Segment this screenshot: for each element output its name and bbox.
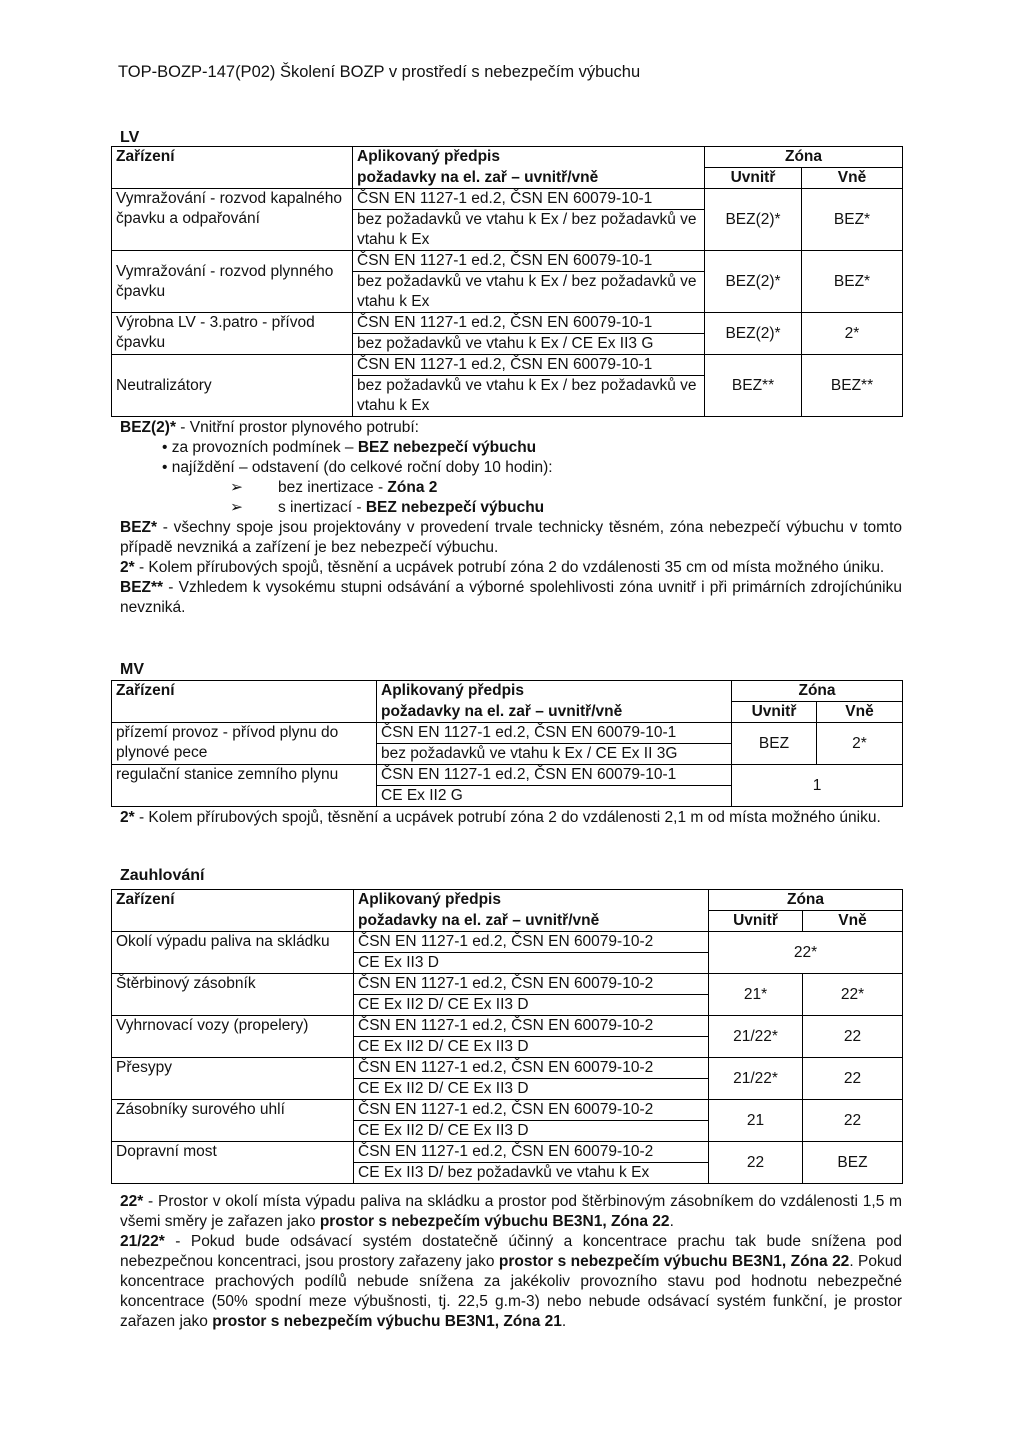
col-header-zarizeni: Zařízení [112,890,354,932]
col-header-pozadavky: požadavky na el. zař – uvnitř/vně [377,702,732,723]
note-bold: prostor s nebezpečím výbuchu BE3N1, Zóna 22 [319,1213,670,1230]
predpis-text: ČSN EN 1127-1 ed.2, ČSN EN 60079-10-1 [353,313,704,334]
predpis-text: ČSN EN 1127-1 ed.2, ČSN EN 60079-10-2 [354,1016,708,1037]
cell-uvnitr: BEZ [732,723,817,765]
cell-vne: BEZ* [802,189,903,251]
note-21-22 [120,1232,902,1332]
arrow-text: bez inertizace - [278,479,388,496]
pozadavky-text: CE Ex II2 D/ CE Ex II3 D [358,996,529,1013]
note-bold: prostor s nebezpečím výbuchu BE3N1, Zóna 22 [498,1253,850,1270]
cell-predpis [354,1016,709,1058]
cell-vne: BEZ [803,1142,903,1184]
lv-table [111,146,903,417]
table-row [112,189,903,251]
note-bold: prostor s nebezpečím výbuchu BE3N1, Zóna 21 [212,1313,562,1330]
cell-vne: 22 [803,1016,903,1058]
zauhlovani-notes [120,1192,902,1332]
cell-zona: 1 [732,765,903,807]
pozadavky-text: CE Ex II3 D/ bez požadavků ve vtahu k Ex [358,1164,650,1181]
bullet-text: za provozních podmínek – [171,439,358,456]
note-label: 2* [120,809,135,826]
cell-zarizeni: Výrobna LV - 3.patro - přívod čpavku [112,313,353,355]
mv-notes [120,808,902,828]
cell-zarizeni: Vyhrnovací vozy (propelery) [112,1016,354,1058]
predpis-text: ČSN EN 1127-1 ed.2, ČSN EN 60079-10-2 [354,1142,708,1163]
cell-vne: BEZ* [802,251,903,313]
predpis-text: ČSN EN 1127-1 ed.2, ČSN EN 60079-10-2 [354,932,708,953]
cell-predpis [354,932,709,974]
cell-zarizeni: regulační stanice zemního plynu [112,765,377,807]
page-header: TOP-BOZP-147(P02) Školení BOZP v prostředí s nebezpečím výbuchu [118,63,641,81]
arrow-bold: BEZ nebezpečí výbuchu [365,499,545,516]
cell-zarizeni: Štěrbinový zásobník [112,974,354,1016]
cell-zarizeni: přízemí provoz - přívod plynu do plynové pece [112,723,377,765]
col-header-vne: Vně [817,702,903,723]
note-text: . [669,1213,674,1230]
predpis-text: ČSN EN 1127-1 ed.2, ČSN EN 60079-10-1 [353,189,704,210]
arrow-icon: ➢ [230,499,243,516]
note-label: 2* [120,559,135,576]
cell-zona: 22* [709,932,903,974]
cell-predpis [353,189,705,251]
pozadavky-text: bez požadavků ve vtahu k Ex / CE Ex II3 G [357,335,654,352]
cell-predpis [353,313,705,355]
table-row [112,723,903,765]
cell-uvnitr: BEZ** [705,355,802,417]
bullet-item: • najíždění – odstavení (do celkové roční doby 10 hodin): [162,459,553,476]
table-row [112,974,903,1016]
cell-vne: 2* [817,723,903,765]
note-label: 21/22* [120,1233,165,1250]
cell-zarizeni: Vymražování - rozvod plynného čpavku [112,251,353,313]
col-header-zarizeni: Zařízení [112,147,353,189]
cell-uvnitr: BEZ(2)* [705,189,802,251]
col-header-pozadavky: požadavky na el. zař – uvnitř/vně [353,168,705,189]
cell-predpis [354,1142,709,1184]
cell-predpis [354,1100,709,1142]
note-bez2 [120,418,902,438]
table-row [112,932,903,974]
cell-uvnitr: 21/22* [709,1058,803,1100]
cell-predpis [377,765,732,807]
note-label: 22* [120,1193,144,1210]
section-title-mv: MV [120,661,144,678]
zauhlovani-table [111,889,903,1184]
col-header-vne: Vně [802,168,903,189]
section-title-zauhlovani: Zauhlování [120,867,205,884]
predpis-text: ČSN EN 1127-1 ed.2, ČSN EN 60079-10-1 [353,251,704,272]
col-header-zona: Zóna [705,147,903,168]
col-header-uvnitr: Uvnitř [705,168,802,189]
note-text: . Pokud koncentrace prachových podílů nebude snížena za jakékoliv provozního stavu pod hodnotu nebezpečné koncentrace (50% spodní meze výbušnosti, tj. 22,5 g.m-3) nebo nebude odsávací systém funkční, je prostor zařazen jako [120,1253,902,1330]
cell-uvnitr: BEZ(2)* [705,313,802,355]
table-row [112,765,903,807]
pozadavky-text: CE Ex II3 D [358,954,439,971]
cell-predpis [354,1058,709,1100]
cell-vne: 22 [803,1100,903,1142]
cell-zarizeni: Neutralizátory [112,355,353,417]
bullet-text: najíždění – odstavení (do celkové roční doby 10 hodin): [171,459,553,476]
predpis-text: ČSN EN 1127-1 ed.2, ČSN EN 60079-10-2 [354,1100,708,1121]
col-header-pozadavky: požadavky na el. zař – uvnitř/vně [354,911,709,932]
cell-zarizeni: Přesypy [112,1058,354,1100]
pozadavky-text: bez požadavků ve vtahu k Ex / bez požadavků ve vtahu k Ex [357,273,697,310]
cell-vne: 22* [803,974,903,1016]
cell-zarizeni: Okolí výpadu paliva na skládku [112,932,354,974]
pozadavky-text: bez požadavků ve vtahu k Ex / bez požadavků ve vtahu k Ex [357,211,697,248]
pozadavky-text: CE Ex II2 D/ CE Ex II3 D [358,1080,529,1097]
table-row [112,251,903,313]
col-header-zona: Zóna [709,890,903,911]
arrow-item [120,478,902,498]
col-header-predpis: Aplikovaný předpis [353,147,705,168]
note-label: BEZ* [120,519,158,536]
table-row [112,1100,903,1142]
note-text: - Vzhledem k vysokému stupni odsávání a výborné spolehlivosti zóna uvnitř i při primárních zdrojíchúniku nevzniká. [120,579,902,616]
note-text: - Kolem přírubových spojů, těsnění a ucpávek potrubí zóna 2 do vzdálenosti 2,1 m od místa možného úniku. [134,809,881,826]
note-text: - Vnitřní prostor plynového potrubí: [175,419,419,436]
note-label: BEZ** [120,579,164,596]
note-label: BEZ(2)* [120,419,176,436]
cell-predpis [353,355,705,417]
arrow-text: s inertizací - [278,499,366,516]
cell-vne: 22 [803,1058,903,1100]
col-header-predpis: Aplikovaný předpis [354,890,709,911]
pozadavky-text: bez požadavků ve vtahu k Ex / CE Ex II 3G [381,745,678,762]
table-row [112,355,903,417]
note-2 [120,808,902,828]
cell-zarizeni: Zásobníky surového uhlí [112,1100,354,1142]
lv-notes [120,418,902,618]
mv-table [111,680,903,807]
note-bez [120,518,902,558]
predpis-text: ČSN EN 1127-1 ed.2, ČSN EN 60079-10-1 [353,355,704,376]
cell-uvnitr: BEZ(2)* [705,251,802,313]
note-text: - všechny spoje jsou projektovány v provedení trvale technicky těsném, zóna nebezpečí výbuchu v tomto případě nevzniká a zařízení je bez nebezpečí výbuchu. [120,519,902,556]
pozadavky-text: bez požadavků ve vtahu k Ex / bez požadavků ve vtahu k Ex [357,377,697,414]
col-header-zarizeni: Zařízení [112,681,377,723]
note-2 [120,558,902,578]
bullet-bold: BEZ nebezpečí výbuchu [357,439,537,456]
col-header-vne: Vně [803,911,903,932]
cell-uvnitr: 21* [709,974,803,1016]
arrow-icon: ➢ [230,479,243,496]
cell-uvnitr: 21/22* [709,1016,803,1058]
note-22 [120,1192,902,1232]
cell-uvnitr: 21 [709,1100,803,1142]
bullet-item: • za provozních podmínek – BEZ nebezpečí výbuchu [162,439,537,456]
cell-zarizeni: Dopravní most [112,1142,354,1184]
note-text: - Kolem přírubových spojů, těsnění a ucpávek potrubí zóna 2 do vzdálenosti 35 cm od místa možného úniku. [134,559,885,576]
predpis-text: ČSN EN 1127-1 ed.2, ČSN EN 60079-10-1 [377,765,731,786]
note-text: - Pokud bude odsávací systém dostatečně účinný a koncentrace prachu tak bude snížena pod nebezpečnou koncentraci, jsou prostory zařazeny jako [120,1233,902,1270]
cell-uvnitr: 22 [709,1142,803,1184]
cell-predpis [353,251,705,313]
cell-predpis [354,974,709,1016]
col-header-zona: Zóna [732,681,903,702]
predpis-text: ČSN EN 1127-1 ed.2, ČSN EN 60079-10-2 [354,974,708,995]
pozadavky-text: CE Ex II2 D/ CE Ex II3 D [358,1038,529,1055]
pozadavky-text: CE Ex II2 D/ CE Ex II3 D [358,1122,529,1139]
col-header-uvnitr: Uvnitř [709,911,803,932]
note-bez2x [120,578,902,618]
cell-vne: BEZ** [802,355,903,417]
table-row [112,313,903,355]
arrow-bold: Zóna 2 [387,479,438,496]
predpis-text: ČSN EN 1127-1 ed.2, ČSN EN 60079-10-2 [354,1058,708,1079]
section-title-lv: LV [120,129,140,146]
pozadavky-text: CE Ex II2 G [381,787,463,804]
predpis-text: ČSN EN 1127-1 ed.2, ČSN EN 60079-10-1 [377,723,731,744]
cell-zarizeni: Vymražování - rozvod kapalného čpavku a odpařování [112,189,353,251]
table-row [112,1058,903,1100]
arrow-item [120,498,902,518]
table-row [112,1142,903,1184]
cell-vne: 2* [802,313,903,355]
table-row [112,1016,903,1058]
col-header-predpis: Aplikovaný předpis [377,681,732,702]
cell-predpis [377,723,732,765]
col-header-uvnitr: Uvnitř [732,702,817,723]
note-text: - Prostor v okolí místa výpadu paliva na skládku a prostor pod štěrbinovým zásobníkem do vzdálenosti 1,5 m všemi směry je zařazen jako [120,1193,902,1230]
note-text: . [561,1313,567,1330]
